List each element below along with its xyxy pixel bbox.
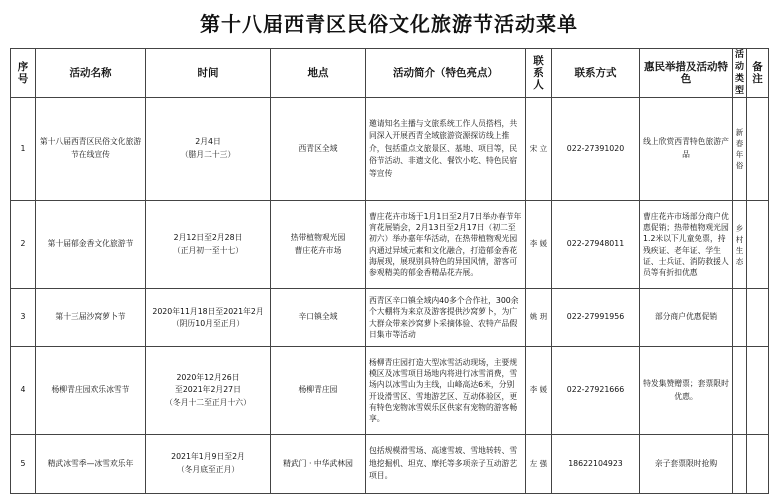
activity-table xyxy=(10,48,769,494)
header-type: 活动类型 xyxy=(733,49,747,98)
cell-phone: 022-27991956 xyxy=(552,289,640,347)
cell-time: 2020年12月26日 至2021年2月27日 （冬月十二至正月十六） xyxy=(146,347,271,435)
cell-index: 1 xyxy=(11,98,36,201)
cell-benefit: 特发集赞赠票；套票限时优惠。 xyxy=(640,347,733,435)
cell-time: 2020年11月18日至2021年2月 （阴历10月至正月） xyxy=(146,289,271,347)
cell-phone: 022-27921666 xyxy=(552,347,640,435)
cell-type: 新春年俗 xyxy=(733,98,747,201)
header-phone: 联系方式 xyxy=(552,49,640,98)
cell-note xyxy=(747,201,769,289)
header-benefit: 惠民举措及活动特色 xyxy=(640,49,733,98)
table-header-row xyxy=(11,49,769,98)
cell-name: 第十届郁金香文化旅游节 xyxy=(36,201,146,289)
header-contact: 联系人 xyxy=(526,49,552,98)
cell-phone: 18622104923 xyxy=(552,435,640,494)
cell-index: 4 xyxy=(11,347,36,435)
cell-contact: 姚 玥 xyxy=(526,289,552,347)
cell-place: 辛口镇全域 xyxy=(271,289,366,347)
cell-name: 第十三届沙窝萝卜节 xyxy=(36,289,146,347)
header-intro: 活动简介（特色亮点） xyxy=(366,49,526,98)
cell-benefit: 亲子套票限时抢购 xyxy=(640,435,733,494)
header-place: 地点 xyxy=(271,49,366,98)
cell-benefit: 部分商户优惠促销 xyxy=(640,289,733,347)
cell-contact: 左 强 xyxy=(526,435,552,494)
cell-place: 热带植物观光园 曹庄花卉市场 xyxy=(271,201,366,289)
cell-note xyxy=(747,98,769,201)
cell-note xyxy=(747,435,769,494)
cell-type xyxy=(733,435,747,494)
header-index: 序号 xyxy=(11,49,36,98)
cell-index: 5 xyxy=(11,435,36,494)
cell-phone: 022-27391020 xyxy=(552,98,640,201)
cell-note xyxy=(747,347,769,435)
cell-place: 杨柳青庄园 xyxy=(271,347,366,435)
cell-contact: 李 媛 xyxy=(526,347,552,435)
cell-type: 乡村生态 xyxy=(733,201,747,289)
header-note: 备注 xyxy=(747,49,769,98)
cell-index: 2 xyxy=(11,201,36,289)
header-time: 时间 xyxy=(146,49,271,98)
cell-name: 第十八届西青区民俗文化旅游节在线宣传 xyxy=(36,98,146,201)
cell-name: 杨柳青庄园欢乐冰雪节 xyxy=(36,347,146,435)
cell-intro: 曹庄花卉市场于1月1日至2月7日举办春节年宵花展销会，2月13日至2月17日（初二至初六）举办嘉年华活动，在热带植物观光园内通过异域元素和文化融合，打造郁金香花海展现，展现别具特色的异国风情，游客可参观精美的郁金香精品花卉展。 xyxy=(366,201,526,289)
header-name: 活动名称 xyxy=(36,49,146,98)
cell-type xyxy=(733,289,747,347)
cell-benefit: 线上欣赏西青特色旅游产品 xyxy=(640,98,733,201)
cell-time: 2021年1月9日至2月 （冬月底至正月） xyxy=(146,435,271,494)
cell-benefit: 曹庄花卉市场部分商户优惠促销；热带植物观光园1.2米以下儿童免票，持残疾证、老年证、学生证、士兵证、消防救援人员等有折扣优惠 xyxy=(640,201,733,289)
cell-name: 精武冰雪季—冰雪欢乐年 xyxy=(36,435,146,494)
cell-note xyxy=(747,289,769,347)
cell-contact: 李 媛 xyxy=(526,201,552,289)
cell-time: 2月4日 （腊月二十三） xyxy=(146,98,271,201)
page-title: 第十八届西青区民俗文化旅游节活动菜单 xyxy=(200,12,578,36)
cell-contact: 宋 立 xyxy=(526,98,552,201)
cell-intro: 西青区辛口镇全域内40多个合作社，300余个大棚将为来京及游客提供沙窝萝卜，为广大群众带来沙窝萝卜采摘体验、农特产品假日集市等活动 xyxy=(366,289,526,347)
table-row xyxy=(11,435,769,494)
cell-time: 2月12日至2月28日 （正月初一至十七） xyxy=(146,201,271,289)
cell-intro: 邀请知名主播与文旅系统工作人员搭档，共同深入开展西青全域旅游资源探访线上推介，包括重点文旅景区、基地、项目等，民俗节活动、非遗文化、餐饮小吃、特色民宿等宣传 xyxy=(366,98,526,201)
cell-index: 3 xyxy=(11,289,36,347)
cell-place: 精武门 · 中华武林园 xyxy=(271,435,366,494)
table-row xyxy=(11,98,769,201)
cell-place: 西青区全域 xyxy=(271,98,366,201)
cell-intro: 杨柳青庄园打造大型冰雪活动现场，主要规模区及冰雪项目场地内将进行冰雪消费，雪场内以冰雪山为主线，山峰高达6米，分别开设滑雪区、雪地游艺区、互动体验区，更有特色宠物冰雪娱乐区供家有宠物的游客畅享。 xyxy=(366,347,526,435)
cell-phone: 022-27948011 xyxy=(552,201,640,289)
cell-intro: 包括规模滑雪场、高速雪坡、雪地转转、雪地挖掘机、坦克、摩托等多项亲子互动游艺项目。 xyxy=(366,435,526,494)
cell-type xyxy=(733,347,747,435)
table-row xyxy=(11,289,769,347)
table-row xyxy=(11,347,769,435)
table-row xyxy=(11,201,769,289)
